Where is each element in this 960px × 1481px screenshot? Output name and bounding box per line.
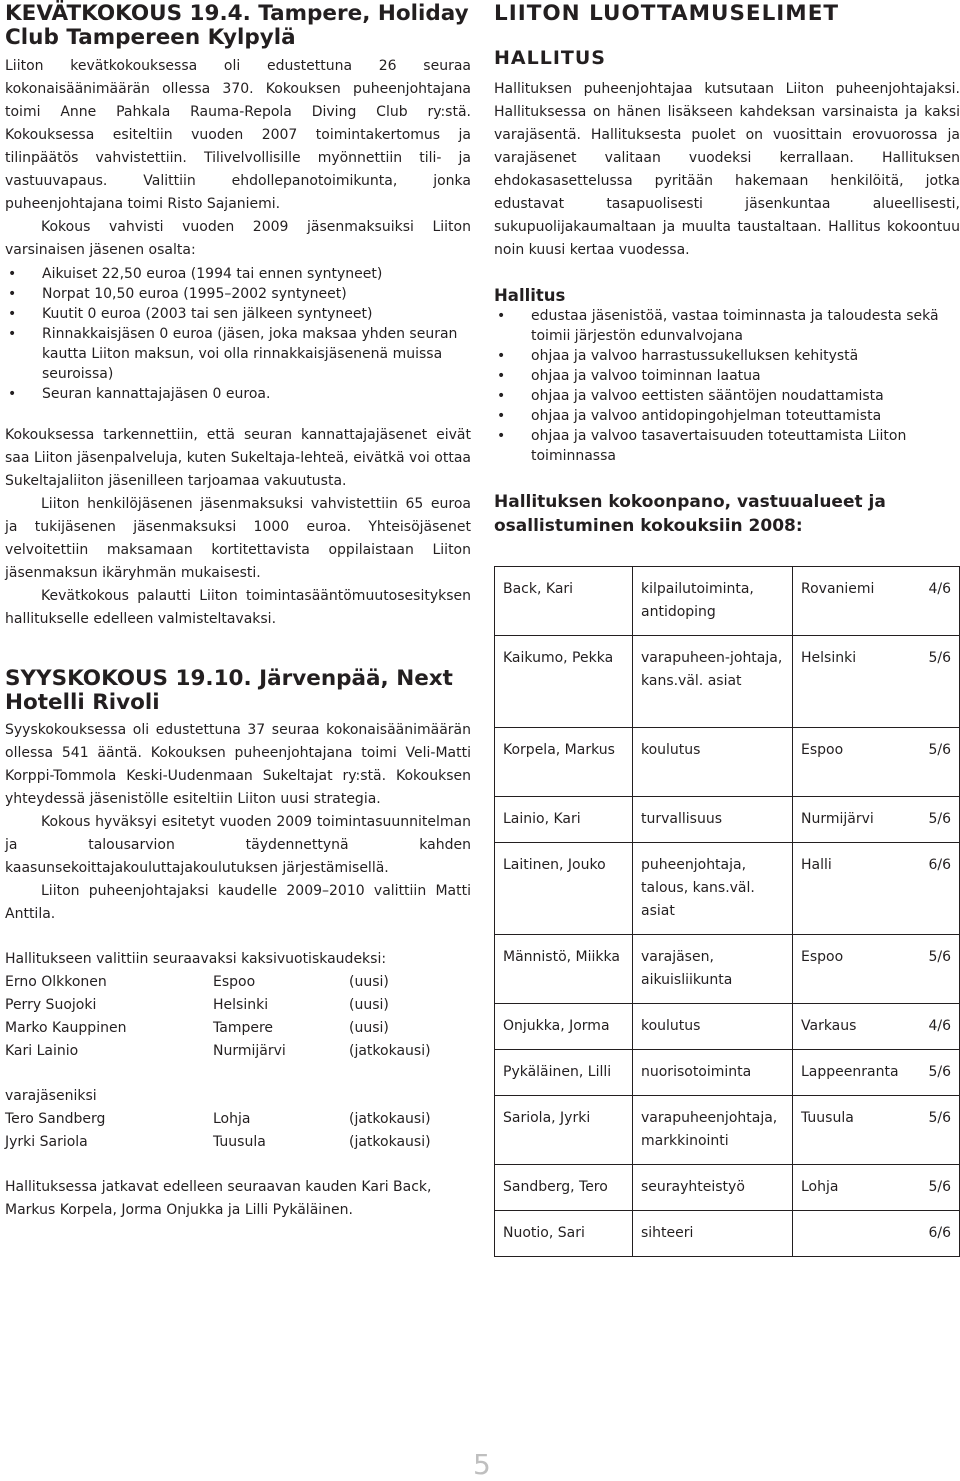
member-name: Jyrki Sariola — [5, 1134, 88, 1150]
board-composition-table — [494, 566, 960, 1257]
list-item: • ohjaa ja valvoo toiminnan laatua — [494, 366, 944, 386]
autumn-meeting-section — [5, 667, 471, 1222]
board-member-city: Halli — [793, 843, 920, 935]
spring-title-line2: Club Tampereen Kylpylä — [5, 25, 296, 50]
board-member-name: Lainio, Kari — [495, 797, 633, 843]
board-member-role: koulutus — [633, 1004, 793, 1050]
board-member-city: Espoo — [793, 935, 920, 1004]
spring-meeting-continued — [5, 424, 471, 631]
autumn-meeting-title — [5, 667, 471, 715]
board-member-attendance: 4/6 — [919, 567, 960, 636]
list-item: • ohjaa ja valvoo antidopingohjelman toteuttamista — [494, 406, 944, 426]
board-member-attendance: 5/6 — [919, 1050, 960, 1096]
list-item: • ohjaa ja valvoo harrastussukelluksen kehitystä — [494, 346, 944, 366]
autumn-title-line2: Hotelli Rivoli — [5, 690, 160, 715]
list-item: • Aikuiset 22,50 euroa (1994 tai ennen syntyneet) — [5, 264, 471, 284]
spring-paragraph-5: Kevätkokous palautti Liiton toimintasääntömuutosesityksen hallitukselle edelleen valmisteltavaksi. — [5, 588, 471, 627]
board-member-attendance: 5/6 — [919, 728, 960, 797]
board-member-name: Nuotio, Sari — [495, 1211, 633, 1257]
list-item: • Norpat 10,50 euroa (1995–2002 syntyneet) — [5, 284, 471, 304]
table-row — [495, 1004, 960, 1050]
member-note: (uusi) — [349, 974, 389, 990]
spring-title-line1: KEVÄTKOKOUS 19.4. Tampere, Holiday — [5, 1, 469, 26]
board-member-attendance: 5/6 — [919, 1165, 960, 1211]
board-member-city: Helsinki — [793, 636, 920, 728]
board-member-name: Pykäläinen, Lilli — [495, 1050, 633, 1096]
board-member-name: Onjukka, Jorma — [495, 1004, 633, 1050]
board-member-city: Varkaus — [793, 1004, 920, 1050]
board-member-city: Lohja — [793, 1165, 920, 1211]
spring-meeting-section — [5, 0, 471, 404]
board-member-attendance: 6/6 — [919, 1211, 960, 1257]
member-name: Erno Olkkonen — [5, 974, 107, 990]
member-note: (uusi) — [349, 1020, 389, 1036]
member-note: (jatkokausi) — [349, 1134, 431, 1150]
deputies-label: varajäseniksi — [5, 1088, 97, 1104]
member-city: Nurmijärvi — [213, 1043, 286, 1059]
autumn-paragraph-3: Liiton puheenjohtajaksi kaudelle 2009–2010 valittiin Matti Anttila. — [5, 883, 471, 922]
board-heading: HALLITUS — [494, 47, 606, 69]
board-duties-title: Hallitus — [494, 286, 566, 305]
member-city: Tuusula — [213, 1134, 266, 1150]
member-note: (jatkokausi) — [349, 1043, 431, 1059]
board-member-role: kilpailutoiminta, antidoping — [633, 567, 793, 636]
spring-paragraph-3: Kokouksessa tarkennettiin, että seuran kannattajajäsenet eivät saa Liiton jäsenpalveluja, kuten Sukeltaja-lehteä, eivätkä voi ottaa Sukeltajaliiton jäsenilleen tarjoamaa vakuutusta. — [5, 427, 471, 489]
board-member-attendance: 5/6 — [919, 636, 960, 728]
member-note: (jatkokausi) — [349, 1111, 431, 1127]
table-row — [495, 843, 960, 935]
board-member-role: turvallisuus — [633, 797, 793, 843]
autumn-title-line1: SYYSKOKOUS 19.10. Järvenpää, Next — [5, 666, 453, 691]
board-member-name: Sandberg, Tero — [495, 1165, 633, 1211]
spring-paragraph-2: Kokous vahvisti vuoden 2009 jäsenmaksuiksi Liiton varsinaisen jäsenen osalta: — [5, 219, 471, 258]
autumn-paragraph-1: Syyskokouksessa oli edustettuna 37 seuraa kokonaisäänimäärän ollessa 541 ääntä. Kokouksen puheenjohtajana toimi Veli-Matti Korppi-Tommola Keski-Uudenmaan Sukeltajat ry:stä. Kokouksen yhteydessä jäsenistölle esiteltiin Liiton uusi strategia. — [5, 722, 471, 807]
board-member-attendance: 5/6 — [919, 935, 960, 1004]
board-member-name: Kaikumo, Pekka — [495, 636, 633, 728]
list-item: • Seuran kannattajajäsen 0 euroa. — [5, 384, 471, 404]
board-member-city — [793, 1211, 920, 1257]
member-city: Helsinki — [213, 997, 269, 1013]
list-item: • ohjaa ja valvoo tasavertaisuuden toteuttamista Liiton toiminnassa — [494, 426, 944, 466]
table-row — [495, 1096, 960, 1165]
table-row — [495, 567, 960, 636]
board-member-name: Laitinen, Jouko — [495, 843, 633, 935]
member-note: (uusi) — [349, 997, 389, 1013]
table-row — [495, 728, 960, 797]
board-member-role: varajäsen, aikuisliikunta — [633, 935, 793, 1004]
board-member-attendance: 5/6 — [919, 797, 960, 843]
board-member-city: Espoo — [793, 728, 920, 797]
board-member-name: Korpela, Markus — [495, 728, 633, 797]
board-member-role: puheenjohtaja, talous, kans.väl. asiat — [633, 843, 793, 935]
board-member-city: Rovaniemi — [793, 567, 920, 636]
table-row — [495, 797, 960, 843]
table-row — [495, 1050, 960, 1096]
member-city: Lohja — [213, 1111, 251, 1127]
list-item: • Rinnakkaisjäsen 0 euroa (jäsen, joka maksaa yhden seuran kautta Liiton maksun, voi olla rinnakkaisjäsenenä muissa seuroissa) — [5, 324, 471, 384]
board-member-role: varapuheen-johtaja, kans.väl. asiat — [633, 636, 793, 728]
board-member-role: sihteeri — [633, 1211, 793, 1257]
board-member-city: Nurmijärvi — [793, 797, 920, 843]
member-name: Tero Sandberg — [5, 1111, 106, 1127]
board-member-name: Sariola, Jyrki — [495, 1096, 633, 1165]
list-item: • ohjaa ja valvoo eettisten sääntöjen noudattamista — [494, 386, 944, 406]
member-city: Tampere — [213, 1020, 274, 1036]
board-member-attendance: 4/6 — [919, 1004, 960, 1050]
board-duties-list — [494, 306, 944, 466]
board-member-city: Tuusula — [793, 1096, 920, 1165]
table-row — [495, 1165, 960, 1211]
list-item: • edustaa jäsenistöä, vastaa toiminnasta ja taloudesta sekä toimii järjestön edunvalvojana — [494, 306, 944, 346]
spring-meeting-title — [5, 0, 471, 50]
table-row — [495, 935, 960, 1004]
spring-paragraph-4: Liiton henkilöjäsenen jäsenmaksuksi vahvistettiin 65 euroa ja tukijäsenen jäsenmaksuksi 1000 euroa. Yhteisöjäsenet velvoitettiin maksamaan kortitettavista oppilaistaan Liiton jäsenmaksun ikäryhmän mukaisesti. — [5, 496, 471, 581]
board-description: Hallituksen puheenjohtajaa kutsutaan Liiton puheenjohtajaksi. Hallituksessa on hänen lisäkseen kahdeksan varsinaista ja kaksi varajäsentä. Hallituksesta puolet on vuosittain erovuorossa ja varajäsenet valitaan vuodeksi kerrallaan. Hallituksen ehdokasasettelussa pyritään hakemaan henkilöitä, jotka edustavat tasapuolisesti jäsenkuntaa alueellisesti, sukupuolijakaumaltaan ja muulta taustaltaan. Hallitus kokoontuu noin kuusi kertaa vuodessa. — [494, 81, 960, 258]
member-name: Marko Kauppinen — [5, 1020, 127, 1036]
list-item: • Kuutit 0 euroa (2003 tai sen jälkeen syntyneet) — [5, 304, 471, 324]
member-city: Espoo — [213, 974, 256, 990]
board-composition-title: Hallituksen kokoonpano, vastuualueet ja osallistuminen kokouksiin 2008: — [494, 492, 886, 536]
trust-bodies-title: LIITON LUOTTAMUSELIMET — [494, 1, 840, 26]
page-number: 5 — [473, 1448, 491, 1481]
board-member-name: Männistö, Miikka — [495, 935, 633, 1004]
deputy-members-list — [5, 1108, 471, 1154]
elected-intro: Hallitukseen valittiin seuraavaksi kaksivuotiskaudeksi: — [5, 951, 387, 967]
board-member-role: varapuheenjohtaja, markkinointi — [633, 1096, 793, 1165]
board-member-name: Back, Kari — [495, 567, 633, 636]
spring-paragraph-1: Liiton kevätkokouksessa oli edustettuna 26 seuraa kokonaisäänimäärän ollessa 370. Kokouksen puheenjohtajana toimi Anne Pahkala Rauma-Repola Diving Club ry:stä. Kokouksessa esiteltiin vuoden 2007 toimintakertomus ja tilinpäätös vahvistettiin. Tilivelvollisille myönnettiin tili- ja vastuuvapaus. Valittiin ehdollepanotoimikunta, jonka puheenjohtajana toimi Risto Sajaniemi. — [5, 58, 471, 212]
table-row — [495, 636, 960, 728]
board-member-role: seurayhteistyö — [633, 1165, 793, 1211]
elected-members-list — [5, 971, 471, 1063]
board-member-city: Lappeenranta — [793, 1050, 920, 1096]
fees-list — [5, 264, 471, 404]
autumn-paragraph-2: Kokous hyväksyi esitetyt vuoden 2009 toimintasuunnitelman ja talousarvion täydennettynä kahden kaasunsekoittajakouluttajakoulutuksen järjestämisellä. — [5, 814, 471, 876]
autumn-paragraph-4: Hallituksessa jatkavat edelleen seuraavan kauden Kari Back, Markus Korpela, Jorma Onjukka ja Lilli Pykäläinen. — [5, 1179, 432, 1218]
board-member-attendance: 6/6 — [919, 843, 960, 935]
member-name: Perry Suojoki — [5, 997, 97, 1013]
board-member-attendance: 5/6 — [919, 1096, 960, 1165]
board-member-role: nuorisotoiminta — [633, 1050, 793, 1096]
board-member-role: koulutus — [633, 728, 793, 797]
member-name: Kari Lainio — [5, 1043, 79, 1059]
table-row — [495, 1211, 960, 1257]
